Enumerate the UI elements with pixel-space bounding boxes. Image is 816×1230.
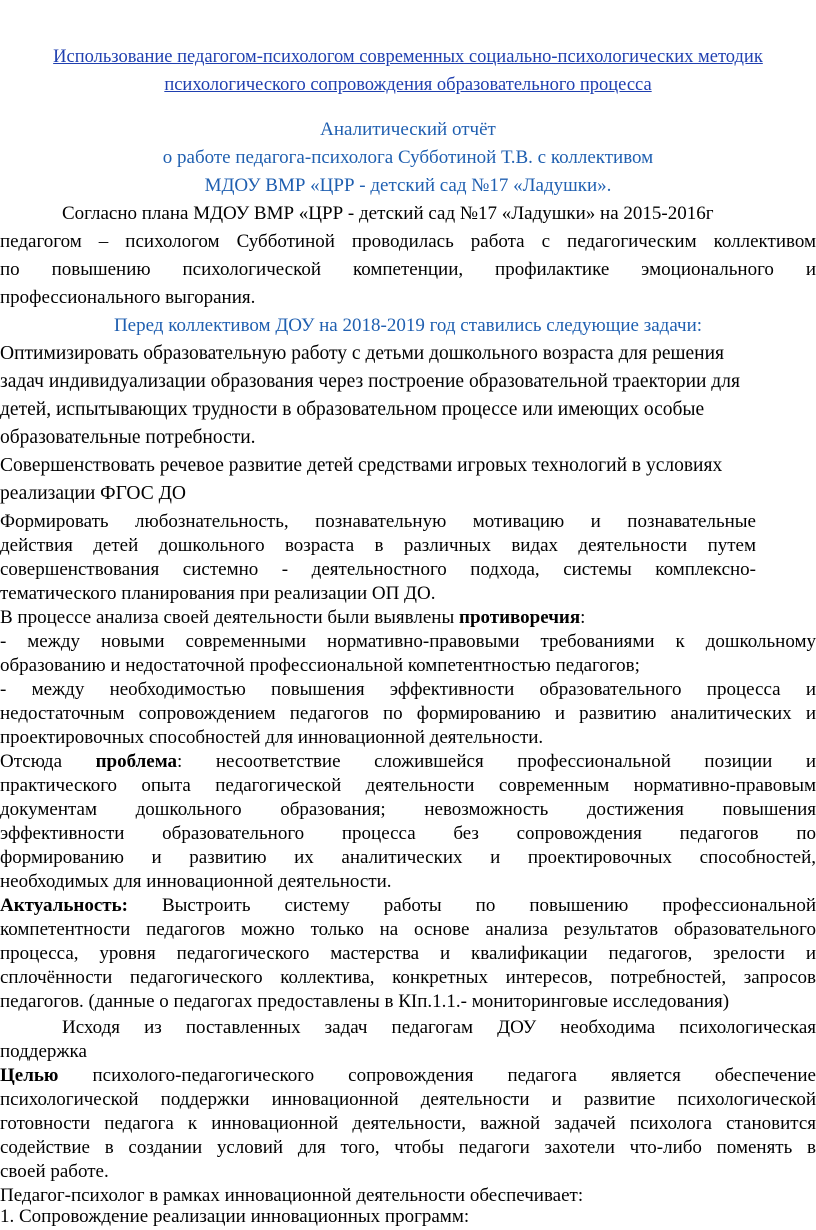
report-subheading-2: МДОУ ВМР «ЦРР - детский сад №17 «Ладушки». xyxy=(204,175,612,196)
task-3-line-4: тематического планирования при реализации ОП ДО. xyxy=(0,583,436,604)
task-1-line-1: Оптимизировать образовательную работу с детьми дошкольного возраста для решения xyxy=(0,343,725,364)
contradictions-colon: : xyxy=(580,607,586,628)
actuality-line-2: компетентности педагогов можно только на основе анализа результатов образовательного xyxy=(0,919,816,940)
support-line-1: Исходя из поставленных задач педагогам ДОУ необходима психологическая xyxy=(62,1017,816,1038)
contradiction-1-line-1: - между новыми современными нормативно-правовыми требованиями к дошкольному xyxy=(0,631,816,652)
problem-line-6: необходимых для инновационной деятельности. xyxy=(0,871,392,892)
task-1-line-3: детей, испытывающих трудности в образовательном процессе или имеющих особые xyxy=(0,399,705,420)
intro-line-4: профессионального выгорания. xyxy=(0,287,256,308)
task-3-line-2: действия детей дошкольного возраста в различных видах деятельности путем xyxy=(0,535,756,556)
actuality-line-1-rest: Выстроить систему работы по повышению профессиональной xyxy=(127,895,816,916)
problem-line-1-rest: : несоответствие сложившейся профессиональной позиции и xyxy=(177,751,816,772)
contradiction-2-line-2: недостаточным сопровождением педагогов по формированию и развитию аналитических и xyxy=(0,703,816,724)
contradictions-lead-text: В процессе анализа своей деятельности были выявлены xyxy=(0,607,459,628)
goal-line-5: своей работе. xyxy=(0,1161,109,1182)
contradiction-1-line-2: образованию и недостаточной профессиональной компетентностью педагогов; xyxy=(0,655,640,676)
problem-line-3: документам дошкольного образования; невозможность достижения повышения xyxy=(0,799,816,820)
actuality-line-1 xyxy=(0,892,816,919)
contradiction-2-line-1: - между необходимостью повышения эффективности образовательного процесса и xyxy=(0,679,816,700)
intro-line-2: педагогом – психологом Субботиной проводилась работа с педагогическим коллективом xyxy=(0,231,816,252)
intro-line-3: по повышению психологической компетенции, профилактике эмоционального и xyxy=(0,259,816,280)
contradictions-keyword: противоречия xyxy=(459,607,581,628)
goal-line-3: готовности педагога к инновационной деятельности, важной задачей психолога становится xyxy=(0,1113,816,1134)
actuality-line-3: процесса, уровня педагогического мастерства и квалификации педагогов, зрелости и xyxy=(0,943,816,964)
goal-line-1 xyxy=(0,1062,816,1089)
document-title-line-1[interactable] xyxy=(0,44,816,70)
problem-keyword: проблема xyxy=(95,751,178,772)
problem-line-2: практического опыта педагогической деятельности современным нормативно-правовым xyxy=(0,775,816,796)
contradiction-2-line-3: проектировочных способностей для инновационной деятельности. xyxy=(0,727,544,748)
contradictions-lead xyxy=(0,604,585,631)
goal-keyword: Целью xyxy=(0,1065,59,1086)
problem-line-4: эффективности образовательного процесса без сопровождения педагогов по xyxy=(0,823,816,844)
problem-lead: Отсюда xyxy=(0,751,96,772)
goal-line-2: психологической поддержки инновационной деятельности и развитие психологической xyxy=(0,1089,816,1110)
goal-line-4: содействие в создании условий для того, чтобы педагоги захотели что-либо поменять в xyxy=(0,1137,816,1158)
tasks-heading: Перед коллективом ДОУ на 2018-2019 год ставились следующие задачи: xyxy=(113,315,703,336)
task-3-line-3: совершенствования системно - деятельностного подхода, системы комплексно- xyxy=(0,559,756,580)
task-2-line-2: реализации ФГОС ДО xyxy=(0,483,186,504)
title-link-1[interactable]: Использование педагогом-психологом современных социально-психологических методик xyxy=(53,47,763,67)
problem-line-1 xyxy=(0,748,816,775)
task-1-line-4: образовательные потребности. xyxy=(0,427,256,448)
report-heading: Аналитический отчёт xyxy=(320,119,496,140)
provides-item-1: 1. Сопровождение реализации инновационных программ: xyxy=(0,1206,470,1227)
task-3-line-1: Формировать любознательность, познавательную мотивацию и познавательные xyxy=(0,511,756,532)
actuality-line-5: педагогов. (данные о педагогах предоставлены в КІп.1.1.- мониторинговые исследования) xyxy=(0,991,730,1012)
goal-line-1-rest: психолого-педагогического сопровождения педагога является обеспечение xyxy=(58,1065,816,1086)
report-subheading-1: о работе педагога-психолога Субботиной Т.В. с коллективом xyxy=(162,147,654,168)
title-link-2[interactable]: психологического сопровождения образовательного процесса xyxy=(164,75,652,95)
document-title-line-2[interactable] xyxy=(0,72,816,98)
task-2-line-1: Совершенствовать речевое развитие детей средствами игровых технологий в условиях xyxy=(0,455,723,476)
task-1-line-2: задач индивидуализации образования через построение образовательной траектории для xyxy=(0,371,740,392)
support-line-2: поддержка xyxy=(0,1041,87,1062)
intro-line-1: Согласно плана МДОУ ВМР «ЦРР - детский сад №17 «Ладушки» на 2015-2016г xyxy=(62,203,714,224)
problem-line-5: формированию и развитию их аналитических и проектировочных способностей, xyxy=(0,847,816,868)
actuality-line-4: сплочённости педагогического коллектива, конкретных интересов, потребностей, запросов xyxy=(0,967,816,988)
provides-line-1: Педагог-психолог в рамках инновационной деятельности обеспечивает: xyxy=(0,1185,584,1206)
actuality-keyword: Актуальность: xyxy=(0,895,128,916)
